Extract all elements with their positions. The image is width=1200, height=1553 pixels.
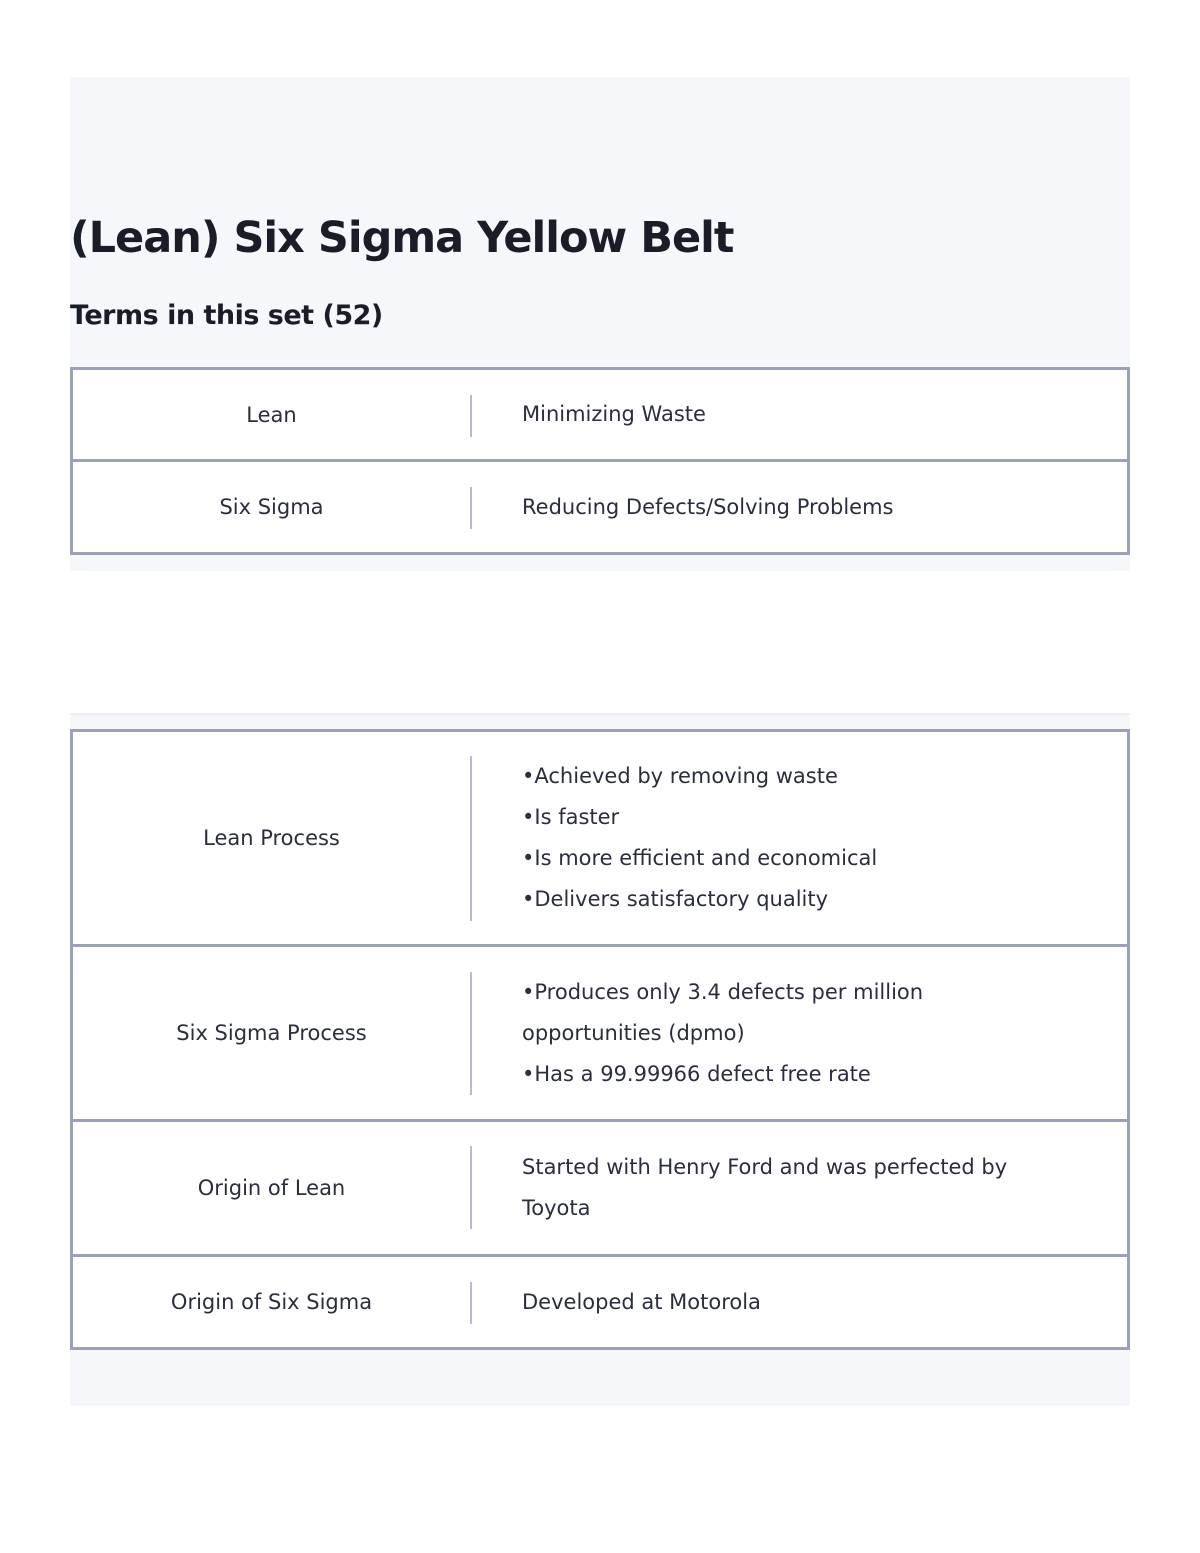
term-card[interactable] — [70, 459, 1130, 555]
set-continuation-panel — [70, 713, 1130, 1406]
card-term: Origin of Six Sigma — [170, 1290, 373, 1314]
card-definition — [470, 1282, 1127, 1323]
definition-line: •Produces only 3.4 defects per million — [522, 979, 924, 1004]
term-card[interactable] — [70, 944, 1130, 1122]
definition-line: Minimizing Waste — [522, 402, 706, 426]
set-title: (Lean) Six Sigma Yellow Belt — [70, 213, 734, 263]
card-definition — [470, 394, 1127, 435]
card-definition — [470, 972, 1127, 1095]
card-divider — [470, 756, 472, 921]
definition-line: •Delivers satisfactory quality — [522, 887, 829, 911]
card-definition — [470, 1147, 1127, 1229]
definition-line: •Is more efficient and economical — [522, 846, 878, 870]
card-definition — [470, 756, 1127, 920]
card-divider — [470, 972, 472, 1095]
term-card[interactable] — [70, 367, 1130, 462]
card-divider — [470, 1146, 472, 1229]
definition-line: •Achieved by removing waste — [522, 764, 838, 788]
definition-line: •Is faster — [522, 805, 620, 829]
set-header-panel — [70, 77, 1130, 571]
term-list-page-1 — [70, 367, 1130, 555]
card-divider — [470, 1282, 472, 1324]
term-card[interactable] — [70, 1119, 1130, 1257]
definition-line: opportunities (dpmo) — [522, 1020, 745, 1045]
card-term: Lean Process — [203, 826, 340, 850]
definition-line: Developed at Motorola — [522, 1289, 761, 1314]
card-term: Six Sigma — [219, 495, 324, 519]
card-divider — [470, 395, 472, 437]
definition-line: •Has a 99.99966 defect free rate — [522, 1061, 871, 1086]
terms-count-heading: Terms in this set (52) — [70, 300, 383, 331]
term-card[interactable] — [70, 1254, 1130, 1350]
definition-line: Toyota — [522, 1196, 591, 1220]
card-term: Origin of Lean — [197, 1176, 346, 1200]
term-list-page-2 — [70, 729, 1130, 1350]
definition-line: Started with Henry Ford and was perfected by — [522, 1155, 1008, 1179]
card-term: Lean — [246, 402, 297, 427]
card-term: Six Sigma Process — [176, 1021, 367, 1045]
definition-line: Reducing Defects/Solving Problems — [522, 494, 894, 519]
card-definition — [470, 487, 1127, 528]
card-divider — [470, 487, 472, 529]
term-card[interactable] — [70, 729, 1130, 947]
